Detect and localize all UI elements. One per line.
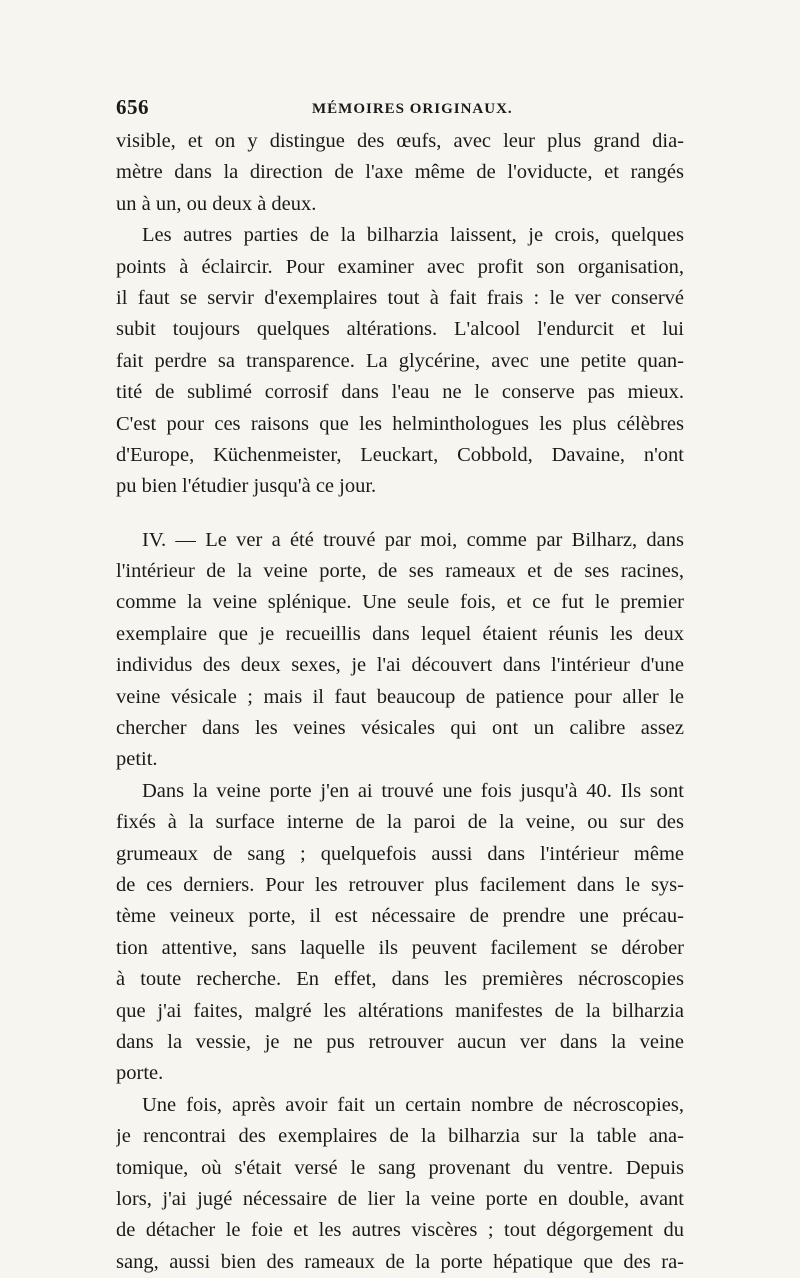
- text-line: tème veineux porte, il est nécessaire de prendre une précau-: [116, 905, 684, 928]
- text-line: d'Europe, Küchenmeister, Leuckart, Cobbold, Davaine, n'ont: [116, 443, 684, 466]
- text-line: subit toujours quelques altérations. L'alcool l'endurcit et lui: [116, 318, 684, 341]
- paragraph-1: [116, 126, 684, 220]
- journal-title: MÉMOIRES ORIGINAUX.: [312, 101, 513, 117]
- text-line: Dans la veine porte j'en ai trouvé une fois jusqu'à 40. Ils sont: [142, 779, 684, 802]
- text-line: dans la vessie, je ne pus retrouver aucun ver dans la veine: [116, 1030, 684, 1053]
- text-line: points à éclaircir. Pour examiner avec profit son organisation,: [116, 255, 684, 278]
- text-line: comme la veine splénique. Une seule fois, et ce fut le premier: [116, 591, 684, 614]
- text-line: fait perdre sa transparence. La glycérine, avec une petite quan-: [116, 349, 684, 372]
- paragraph-4: [116, 776, 684, 1090]
- text-line: petit.: [116, 748, 158, 771]
- text-line: sang, aussi bien des rameaux de la porte hépatique que des ra-: [116, 1250, 684, 1273]
- text-line: que j'ai faites, malgré les altérations manifestes de la bilharzia: [116, 999, 684, 1022]
- text-line: l'intérieur de la veine porte, de ses rameaux et de ses racines,: [116, 560, 684, 583]
- text-line: fixés à la surface interne de la paroi de la veine, ou sur des: [116, 811, 684, 834]
- text-line: veine vésicale ; mais il faut beaucoup de patience pour aller le: [116, 685, 684, 708]
- text-line: mètre dans la direction de l'axe même de l'oviducte, et rangés: [116, 161, 684, 184]
- text-line: à toute recherche. En effet, dans les premières nécroscopies: [116, 968, 684, 991]
- text-line: Les autres parties de la bilharzia laissent, je crois, quelques: [142, 224, 684, 247]
- text-line: exemplaire que je recueillis dans lequel étaient réunis les deux: [116, 622, 684, 645]
- text-line: il faut se servir d'exemplaires tout à fait frais : le ver conservé: [116, 286, 684, 309]
- text-line: pu bien l'étudier jusqu'à ce jour.: [116, 475, 377, 498]
- text-line: IV. — Le ver a été trouvé par moi, comme par Bilharz, dans: [142, 528, 684, 551]
- text-line: de ces derniers. Pour les retrouver plus facilement dans le sys-: [116, 873, 684, 896]
- text-line: je rencontrai des exemplaires de la bilharzia sur la table ana-: [116, 1125, 684, 1148]
- text-line: de détacher le foie et les autres viscères ; tout dégorgement du: [116, 1219, 684, 1242]
- text-line: chercher dans les veines vésicales qui ont un calibre assez: [116, 717, 684, 740]
- text-line: tomique, où s'était versé le sang provenant du ventre. Depuis: [116, 1156, 684, 1179]
- body-text: [116, 126, 684, 1278]
- text-line: porte.: [116, 1062, 164, 1085]
- text-line: grumeaux de sang ; quelquefois aussi dans l'intérieur même: [116, 842, 684, 865]
- text-line: individus des deux sexes, je l'ai découvert dans l'intérieur d'une: [116, 654, 684, 677]
- text-line: lors, j'ai jugé nécessaire de lier la veine porte en double, avant: [116, 1187, 684, 1210]
- text-line: tité de sublimé corrosif dans l'eau ne le conserve pas mieux.: [116, 381, 684, 404]
- paragraph-5: [116, 1090, 684, 1278]
- text-line: tion attentive, sans laquelle ils peuvent facilement se dérober: [116, 936, 684, 959]
- running-header: [116, 94, 684, 120]
- paragraph-2: [116, 220, 684, 503]
- text-line: C'est pour ces raisons que les helminthologues les plus célèbres: [116, 412, 684, 435]
- text-line: Une fois, après avoir fait un certain nombre de nécroscopies,: [142, 1093, 684, 1116]
- text-line: un à un, ou deux à deux.: [116, 192, 317, 215]
- page-number: 656: [116, 95, 149, 119]
- section-spacer: [116, 503, 684, 525]
- text-line: visible, et on y distingue des œufs, avec leur plus grand dia-: [116, 130, 684, 152]
- paragraph-3: [116, 525, 684, 776]
